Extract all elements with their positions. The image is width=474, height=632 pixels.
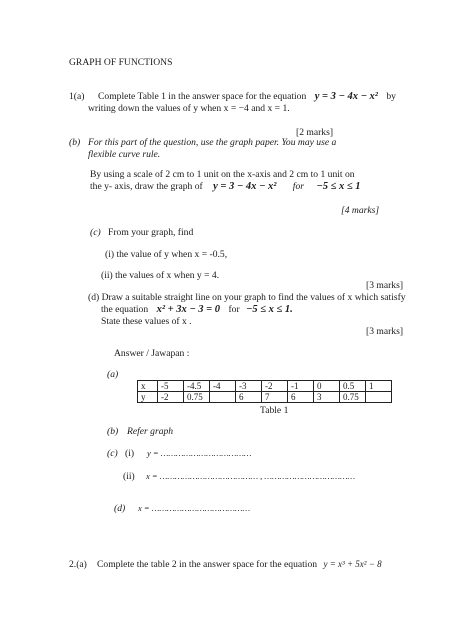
table-cell: y bbox=[138, 392, 158, 403]
q2-text: Complete the table 2 in the answer space for the equation bbox=[97, 559, 318, 570]
q1a-line2: writing down the values of y when x = −4 and x = 1. bbox=[88, 103, 290, 114]
answer-c-ii-label: (ii) bbox=[123, 471, 135, 482]
table-row-y bbox=[138, 392, 392, 403]
table-cell: 6 bbox=[236, 392, 262, 403]
table-cell: -5 bbox=[158, 381, 184, 392]
table-cell: 3 bbox=[314, 392, 340, 403]
table-cell-blank bbox=[210, 392, 236, 403]
table-cell: 0 bbox=[314, 381, 340, 392]
q1b-line2: flexible curve rule. bbox=[88, 149, 161, 160]
q1d-range: −5 ≤ x ≤ 1. bbox=[246, 304, 293, 315]
q1c-i: (i) the value of y when x = -0.5, bbox=[105, 249, 228, 260]
q1a-line1-by: by bbox=[386, 91, 396, 102]
q2-equation: y = x³ + 5x² − 8 bbox=[323, 559, 382, 569]
table-cell: -4 bbox=[210, 381, 236, 392]
q1c-line1: From your graph, find bbox=[108, 227, 194, 238]
answer-c-i-label: (i) bbox=[125, 448, 135, 459]
table-row-x bbox=[138, 381, 392, 392]
q1b-marks: [4 marks] bbox=[341, 205, 380, 216]
answer-c-i-field[interactable]: y = ……………………………… bbox=[147, 448, 252, 458]
q1c-label: (c) bbox=[90, 227, 101, 238]
answer-a-label: (a) bbox=[107, 369, 119, 380]
q1d-line2-text: the equation bbox=[101, 304, 149, 315]
q1b-line1: For this part of the question, use the graph paper. You may use a bbox=[88, 137, 337, 148]
table-cell: -2 bbox=[158, 392, 184, 403]
table-cell: 0.5 bbox=[340, 381, 366, 392]
table-cell: -4.5 bbox=[184, 381, 210, 392]
q2-line1 bbox=[97, 559, 382, 570]
answer-heading bbox=[114, 348, 189, 359]
table-cell-blank bbox=[366, 392, 392, 403]
q1b-line3: By using a scale of 2 cm to 1 unit on the x-axis and 2 cm to 1 unit on bbox=[90, 169, 355, 180]
answer-b-label: (b) bbox=[107, 426, 119, 437]
q1d-line2 bbox=[101, 304, 293, 315]
answer-d-field[interactable]: x = ………………………………… bbox=[138, 503, 251, 513]
q1a-line1-text: Complete Table 1 in the answer space for the equation bbox=[98, 91, 307, 102]
q1d-marks: [3 marks] bbox=[366, 326, 404, 337]
q1d-line1: (d) Draw a suitable straight line on your graph to find the values of x which satisfy bbox=[88, 292, 406, 303]
answer-heading-text: Answer / Jawapan : bbox=[114, 348, 190, 359]
q1a-equation: y = 3 − 4x − x² bbox=[314, 91, 378, 102]
q1b-equation: y = 3 − 4x − x² bbox=[213, 181, 277, 192]
table-cell: -1 bbox=[288, 381, 314, 392]
table-cell: -3 bbox=[236, 381, 262, 392]
q1b-range: −5 ≤ x ≤ 1 bbox=[316, 181, 361, 192]
q1c-marks: [3 marks] bbox=[366, 280, 404, 291]
page-title: GRAPH OF FUNCTIONS bbox=[69, 57, 173, 68]
q1b-for: for bbox=[292, 181, 304, 192]
q1b-line4 bbox=[90, 181, 361, 192]
table-cell: -2 bbox=[262, 381, 288, 392]
q1c-ii: (ii) the values of x when y = 4. bbox=[101, 270, 220, 281]
table-cell: 7 bbox=[262, 392, 288, 403]
q1b-label: (b) bbox=[69, 137, 81, 148]
answer-d-label: (d) bbox=[114, 503, 126, 514]
answer-c-label: (c) bbox=[107, 448, 118, 459]
q1d-for: for bbox=[228, 304, 240, 315]
q1a-label: 1(a) bbox=[69, 91, 85, 102]
q1d-line3: State these values of x . bbox=[101, 316, 192, 327]
q1a-line1 bbox=[98, 91, 396, 102]
table-cell: 6 bbox=[288, 392, 314, 403]
table-cell: x bbox=[138, 381, 158, 392]
q1a-marks: [2 marks] bbox=[296, 127, 334, 138]
answer-table bbox=[137, 380, 392, 403]
answer-c-ii-field[interactable]: x = ………………………………… , ……………………………… bbox=[146, 471, 356, 481]
table-cell: 0.75 bbox=[184, 392, 210, 403]
q2-label: 2.(a) bbox=[69, 559, 87, 570]
answer-b-text: Refer graph bbox=[127, 426, 174, 437]
q1d-equation: x² + 3x − 3 = 0 bbox=[156, 304, 221, 315]
table-cell: 0.75 bbox=[340, 392, 366, 403]
table-caption: Table 1 bbox=[260, 405, 289, 416]
q1b-line4-text: the y- axis, draw the graph of bbox=[90, 181, 203, 192]
table-cell: 1 bbox=[366, 381, 392, 392]
